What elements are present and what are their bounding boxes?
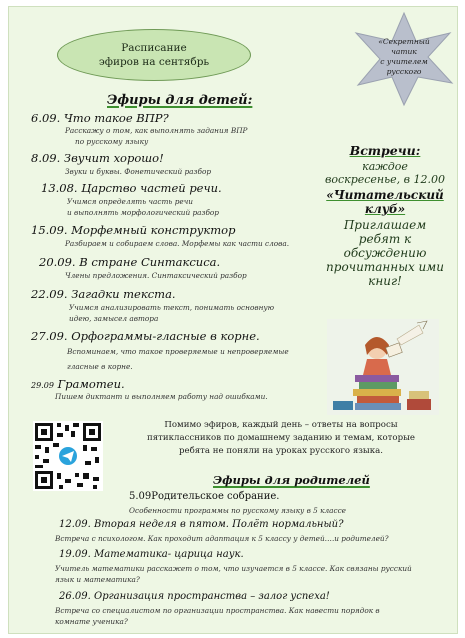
kids-item-desc: Пишем диктант и выполняем работу над ошибками. bbox=[55, 392, 268, 401]
kids-item-title: 29.09 Грамотеи. bbox=[31, 377, 125, 391]
club-name: «Читательский bbox=[326, 188, 444, 202]
parents-item-desc: Особенности программы по русскому языку в 5 классе bbox=[129, 506, 346, 515]
parents-item-desc: Встреча с психологом. Как проходит адаптация к 5 классу у детей….и родителей? bbox=[55, 534, 389, 543]
kids-item-desc: Учимся определять часть речи и выполнять морфологический разбор bbox=[67, 197, 219, 217]
header-oval bbox=[57, 29, 251, 81]
meetings-text: ребят к bbox=[358, 232, 412, 246]
note-line: Помимо эфиров, каждый день – ответы на вопросы bbox=[164, 420, 398, 430]
parents-item-title: 5.09Родительское собрание. bbox=[129, 491, 280, 502]
meetings-text: Приглашаем bbox=[343, 218, 427, 232]
kids-item-title: 20.09. В стране Синтаксиса. bbox=[39, 255, 221, 269]
star-text bbox=[370, 37, 438, 78]
kids-item-desc: Разбираем и собираем слова. Морфемы как части слова. bbox=[65, 239, 290, 248]
parents-item-title: 19.09. Математика- царица наук. bbox=[59, 549, 244, 560]
note-block bbox=[121, 419, 441, 458]
kids-item-desc: Звуки и буквы. Фонетический разбор bbox=[65, 167, 212, 176]
parents-section-title: Эфиры для родителей bbox=[213, 473, 370, 487]
note-line: ребята не поняли на уроках русского языка. bbox=[178, 445, 383, 456]
parents-item-desc: Встреча со специалистом по организации пространства. Как навести порядок в комнате ученика? bbox=[55, 606, 380, 626]
meetings-block bbox=[315, 143, 455, 288]
meetings-text: прочитанных ими bbox=[326, 260, 444, 274]
club-name: клуб» bbox=[364, 202, 406, 216]
star-line: чатик bbox=[391, 47, 417, 57]
kids-item-title: 13.08. Царство частей речи. bbox=[41, 181, 222, 195]
meetings-title: Встречи: bbox=[349, 143, 421, 158]
header-title-line2: эфиров на сентябрь bbox=[98, 56, 210, 68]
star-line: русского bbox=[386, 67, 422, 77]
star-line: «Секретный bbox=[378, 37, 430, 46]
meetings-text: обсуждению bbox=[343, 246, 427, 260]
meetings-text: книг! bbox=[368, 274, 402, 288]
qr-code[interactable] bbox=[33, 421, 103, 491]
kids-item-desc: Вспоминаем, что такое проверяемые и непроверяемые гласные в корне. bbox=[67, 347, 289, 371]
kids-item-desc: Члены предложения. Синтаксический разбор bbox=[65, 271, 247, 280]
kids-item-desc: Расскажу о том, как выполнять задания ВПР по русскому языку bbox=[65, 126, 248, 146]
meetings-text: каждое bbox=[362, 160, 408, 173]
star-line: с учителем bbox=[380, 57, 428, 67]
kids-item-desc: Учимся анализировать текст, понимать основную идею, замысел автора bbox=[69, 303, 275, 323]
kids-item-title: 15.09. Морфемный конструктор bbox=[31, 223, 236, 237]
parents-item-desc: Учитель математики расскажет о том, что изучается в 5 классе. Как связаны русский язык и математика? bbox=[55, 564, 412, 584]
parents-item-title: 12.09. Вторая неделя в пятом. Полёт нормальный? bbox=[59, 519, 344, 530]
parents-item-title: 26.09. Организация пространства – залог успеха! bbox=[59, 591, 330, 602]
meetings-text: воскресенье, в 12.00 bbox=[324, 173, 446, 186]
kids-section-title: Эфиры для детей: bbox=[107, 93, 253, 108]
star-badge bbox=[352, 11, 456, 107]
reading-girl-illustration bbox=[327, 319, 439, 415]
kids-item-title: 27.09. Орфограммы-гласные в корне. bbox=[31, 329, 260, 343]
schedule-poster bbox=[8, 6, 458, 634]
note-line: пятиклассников по домашнему заданию и темам, которые bbox=[146, 432, 415, 443]
kids-item-title: 22.09. Загадки текста. bbox=[31, 287, 176, 301]
kids-item-title: 8.09. Звучит хорошо! bbox=[31, 151, 164, 165]
header-title-line1: Расписание bbox=[121, 41, 187, 54]
kids-item-title: 6.09. Что такое ВПР? bbox=[31, 111, 169, 125]
